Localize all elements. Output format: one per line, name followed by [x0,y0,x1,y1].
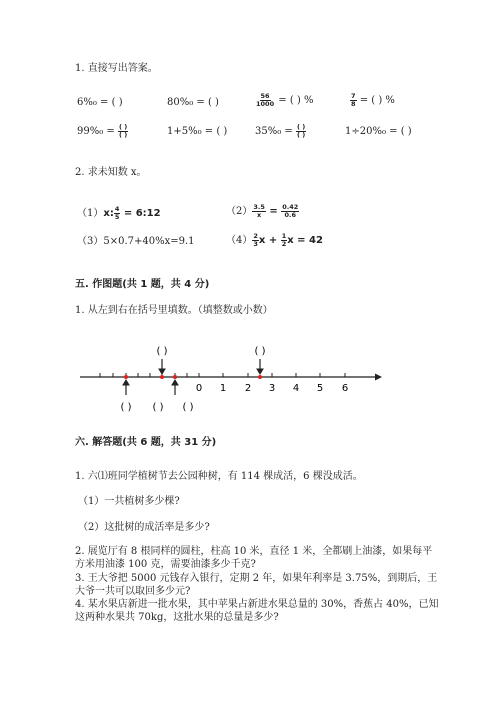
tick-label: 3 [268,383,276,394]
section-6-question-1: 1. 六⑴班同学植树节去公园种树，有 114 棵成活，6 棵没成活。 [75,471,363,482]
equation-2: （2） $\frac{3.5}{x}$ = $\frac{0.42}{0.6}$ [226,203,299,219]
fraction: $\frac{4}{5}$ [114,205,120,221]
fraction: $\frac{0.42}{0.6}$ [282,203,299,219]
answer-blank: ( ) [152,402,164,413]
calc-item: $\frac{7}{8}$ = ( ) % [351,92,395,108]
tick-label: 0 [195,383,203,394]
section-6-question-3: 大爷一共可以取回多少元? [75,586,191,597]
question-1-title: 1. 直接写出答案。 [75,63,158,74]
tick-label: 6 [341,383,349,394]
sub-question: （1）一共植树多少棵? [78,496,180,507]
sub-question: （2）这批树的成活率是多少? [78,522,210,533]
tick-label: 5 [316,383,324,394]
ticks [100,373,345,377]
fraction: $\frac{( )}{( )}$ [118,123,128,139]
answer-blank: ( ) [120,402,132,413]
section-5-heading: 五. 作图题(共 1 题，共 4 分) [75,279,210,290]
equation-4: （4） $\frac{2}{3}$ x + $\frac{1}{2}$ x = 42 [226,232,323,248]
up-arrow-icon [123,380,129,395]
section-5-question-1: 1. 从左到右在括号里填数。（填整数或小数） [75,305,273,316]
calc-item: 99%₀ = $\frac{( )}{( )}$ [77,123,128,139]
fraction: $\frac{56}{1000}$ [256,92,275,108]
answer-blank: ( ) [156,346,168,357]
axis-arrow-icon [375,374,382,381]
calc-item: 1+5%₀ = ( ) [167,126,228,137]
section-6-question-2: 方米用油漆 100 克，需要油漆多少千克? [75,559,256,570]
answer-blank: ( ) [254,346,266,357]
equation-1: （1）x: $\frac{4}{5}$ = 6:12 [77,205,161,221]
number-line [70,340,390,420]
fraction: $\frac{3.5}{x}$ [253,203,265,219]
calc-item: 80%₀ = ( ) [167,97,219,108]
question-2-title: 2. 求未知数 x。 [75,167,147,178]
down-arrow-icon [159,359,165,374]
answer-blank: ( ) [182,402,194,413]
section-6-question-2: 2. 展览厅有 8 根同样的圆柱，柱高 10 米，直径 1 米，全都刷上油漆，如果每平 [75,546,433,557]
fraction: $\frac{( )}{( )}$ [296,123,306,139]
section-6-question-4: 4. 某水果店新进一批水果，其中苹果占新进水果总量的 30%，香蕉占 40%，已知 [75,599,439,610]
calc-item: 6%₀ = ( ) [77,97,123,108]
up-arrow-icon [172,380,178,395]
equation-3: （3）5×0.7+40%x=9.1 [77,236,195,247]
tick-label: 1 [219,383,227,394]
calc-item: 35%₀ = $\frac{( )}{( )}$ [255,123,306,139]
tick-label: 2 [244,383,252,394]
calc-item: $\frac{56}{1000}$ = ( ) % [256,92,314,108]
section-6-question-4: 这两种水果共 70kg，这批水果的总量是多少? [75,612,279,623]
section-6-question-3: 3. 王大爷把 5000 元钱存入银行，定期 2 年，如果年利率是 3.75%，到期后，王 [75,573,438,584]
fraction: $\frac{7}{8}$ [351,92,356,108]
section-6-heading: 六. 解答题(共 6 题，共 31 分) [75,437,217,448]
tick-label: 4 [292,383,300,394]
fraction: $\frac{2}{3}$ [253,232,258,248]
calc-item: 1÷20%₀ = ( ) [345,126,412,137]
down-arrow-icon [257,359,263,374]
fraction: $\frac{1}{2}$ [281,232,287,248]
